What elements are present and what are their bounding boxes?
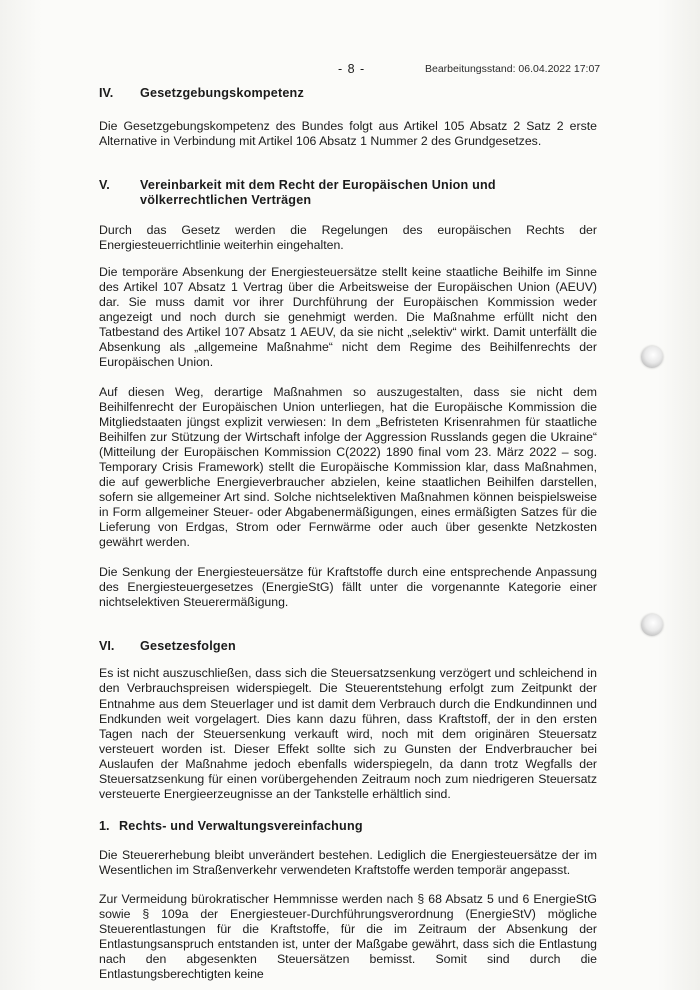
paragraph: Die Gesetzgebungskompetenz des Bundes folgt aus Artikel 105 Absatz 2 Satz 2 erste Alternative in Verbindung mit Artikel 106 Absatz 1 Nummer 2 des Grundgesetzes. bbox=[99, 118, 597, 148]
paragraph: Die Steuererhebung bleibt unverändert bestehen. Lediglich die Energiesteuersätze der im Wesentlichen im Straßenverkehr verwendeten Kraftstoffe werden temporär angepasst. bbox=[99, 847, 597, 877]
paragraph: Es ist nicht auszuschließen, dass sich die Steuersatzsenkung verzögert und schleichend in den Verbrauchspreisen widerspiegelt. Die Steuerentstehung erfolgt zum Zeitpunkt der Entnahme aus dem Steuerlager und ist damit dem Verbrauch durch die Endkundinnen und Endkunden weit vorgelagert. Dies kann dazu führen, dass Kraftstoff, der in den ersten Tagen nach der Steuersenkung verkauft wird, noch mit dem originären Steuersatz versteuert worden ist. Dieser Effekt sollte sich zu Gunsten der Endverbraucher bei Auslaufen der Maßnahme jedoch ebenfalls widerspiegeln, da dann trotz Wegfalls der Steuersatzsenkung für einen vorübergehenden Zeitraum noch zum niedrigeren Steuersatz versteuerte Energieerzeugnisse an der Tankstelle erhältlich sind. bbox=[99, 666, 597, 802]
paragraph: Die Senkung der Energiesteuersätze für Kraftstoffe durch eine entsprechende Anpassung des Energiesteuergesetzes (EnergieStG) fällt unter die vorgenannte Kategorie einer nichtselektiven Steuerermäßigung. bbox=[99, 564, 597, 609]
paragraph: Die temporäre Absenkung der Energiesteuersätze stellt keine staatliche Beihilfe im Sinne des Artikel 107 Absatz 1 Vertrag über die Arbeitsweise der Europäischen Union (AEUV) dar. Sie muss damit vor ihrer Durchführung der Europäischen Kommission weder angezeigt und noch durch sie genehmigt werden. Die Maßnahme erfüllt nicht den Tatbestand des Artikel 107 Absatz 1 AEUV, da sie nicht „selektiv“ wirkt. Damit unterfällt die Absenkung als „allgemeine Maßnahme“ nicht dem Regime des Beihilfenrechts der Europäischen Union. bbox=[99, 264, 597, 370]
subsection-heading-1 bbox=[99, 819, 597, 835]
paragraph: Auf diesen Weg, derartige Maßnahmen so auszugestalten, dass sie nicht dem Beihilfenrecht der Europäischen Union unterliegen, hat die Europäische Kommission die Mitgliedstaaten jüngst explizit verwiesen: In dem „Befristeten Krisenrahmen für staatliche Beihilfen zur Stützung der Wirtschaft infolge der Aggression Russlands gegen die Ukraine“ (Mitteilung der Europäischen Kommission C(2022) 1890 final vom 23. März 2022 – sog. Temporary Crisis Framework) stellt die Europäische Kommission klar, dass Maßnahmen, die auf gewerbliche Energieverbraucher abzielen, keine staatlichen Beihilfen darstellen, sofern sie allgemeiner Art sind. Solche nichtselektiven Maßnahmen können beispielsweise in Form allgemeiner Steuer- oder Abgabenermäßigungen, eines ermäßigten Satzes für die Lieferung von Erdgas, Strom oder Fernwärme oder auch über gesenkte Netzkosten gewährt werden. bbox=[99, 384, 597, 550]
paragraph: Zur Vermeidung bürokratischer Hemmnisse werden nach § 68 Absatz 5 und 6 EnergieStG sowie § 109a der Energiesteuer-Durchführungsverordnung (EnergieStV) mögliche Steuerentlastungen für die Kraftstoffe, für die im Zeitraum der Absenkung der Entlastungsanspruch entstanden ist, unter der Maßgabe gewährt, dass sich die Entlastung nach den abgesenkten Steuersätzen bemisst. Somit sind durch die Entlastungsberechtigten keine bbox=[99, 891, 597, 982]
section-heading-vi bbox=[99, 639, 597, 655]
punch-hole-top bbox=[641, 346, 663, 368]
document-body bbox=[99, 86, 597, 982]
section-title: Gesetzgebungskompetenz bbox=[140, 86, 304, 100]
punch-hole-bottom bbox=[641, 614, 663, 636]
section-title: Gesetzesfolgen bbox=[140, 638, 236, 653]
section-number: VI. bbox=[99, 638, 115, 653]
subsection-title: Rechts- und Verwaltungsvereinfachung bbox=[119, 819, 363, 834]
section-title: Vereinbarkeit mit dem Recht der Europäischen Union und völkerrechtlichen Verträgen bbox=[140, 177, 496, 208]
page-number: - 8 - bbox=[338, 62, 366, 76]
subsection-number: 1. bbox=[99, 819, 110, 834]
section-heading-v bbox=[99, 178, 597, 209]
section-number: V. bbox=[99, 177, 110, 192]
section-number: IV. bbox=[99, 86, 114, 100]
section-heading-iv bbox=[99, 86, 597, 102]
paragraph: Durch das Gesetz werden die Regelungen des europäischen Rechts der Energiesteuerrichtlinie weiterhin eingehalten. bbox=[99, 222, 597, 252]
editing-status: Bearbeitungsstand: 06.04.2022 17:07 bbox=[425, 63, 601, 75]
